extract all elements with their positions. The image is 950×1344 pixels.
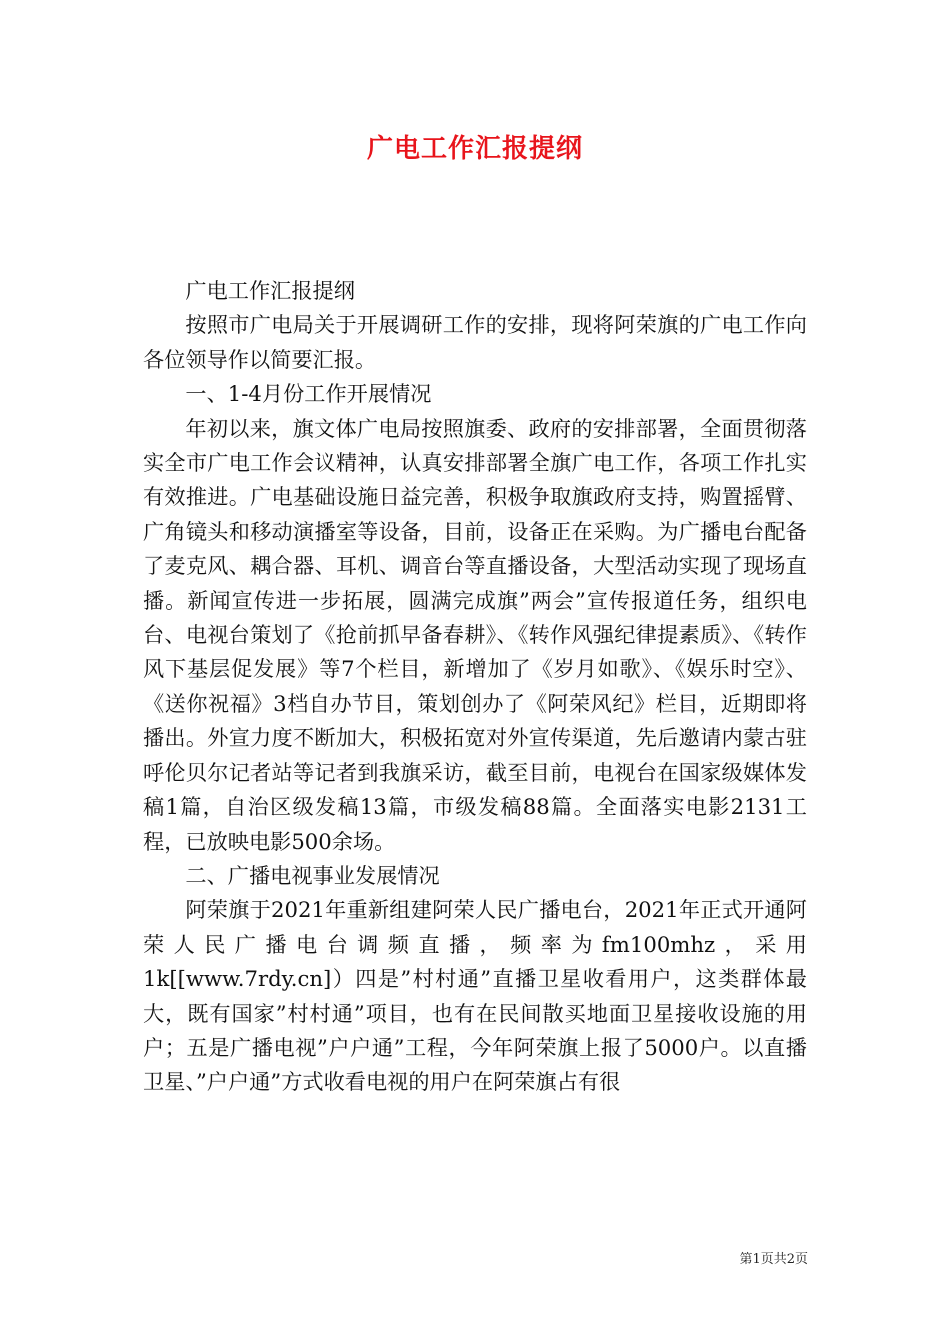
section-heading-2: 二、广播电视事业发展情况 [185, 862, 440, 888]
section-heading-1: 一、1-4月份工作开展情况 [185, 381, 432, 407]
page-number: 第1页共2页 [739, 1252, 808, 1267]
paragraph-section-1: 年初以来，旗文体广电局按照旗委、政府的安排部署，全面贯彻落实全市广电工作会议精神，认真安排部署全旗广电工作，各项工作扎实有效推进。广电基础设施日益完善，积极争取旗政府支持，购置摇臂、广角镜头和移动演播室等设备，目前，设备正在采购。为广播电台配备了麦克风、耦合器、耳机、调音台等直播设备，大型活动实现了现场直播。新闻宣传进一步拓展，圆满完成旗”两会”宣传报道任务，组织电台、电视台策划了《抢前抓早备春耕》、《转作风强纪律提素质》、《转作风下基层促发展》等7个栏目，新增加了《岁月如歌》、《娱乐时空》、《送你祝福》3档自办节目，策划创办了《阿荣风纪》栏目，近期即将播出。外宣力度不断加大，积极拓宽对外宣传渠道，先后邀请内蒙古驻呼伦贝尔记者站等记者到我旗采访，截至目前，电视台在国家级媒体发稿1篇，自治区级发稿13篇，市级发稿88篇。全面落实电影2131工程，已放映电影500余场。 [143, 415, 807, 854]
page-title: 广电工作汇报提纲 [366, 134, 583, 164]
paragraph-heading: 广电工作汇报提纲 [185, 278, 355, 303]
document-body [143, 274, 807, 1100]
paragraph-section-2: 阿荣旗于2021年重新组建阿荣人民广播电台，2021年正式开通阿荣人民广播电台调频直播，频率为fm100mhz，采用1k[[www.7rdy.cn]）四是”村村通”直播卫星收看用户，这类群体最大，既有国家”村村通”项目，也有在民间散买地面卫星接收设施的用户；五是广播电视”户户通”工程，今年阿荣旗上报了5000户。以直播卫星、”户户通”方式收看电视的用户在阿荣旗占有很 [143, 897, 807, 1095]
paragraph-intro: 按照市广电局关于开展调研工作的安排，现将阿荣旗的广电工作向各位领导作以简要汇报。 [143, 312, 807, 372]
